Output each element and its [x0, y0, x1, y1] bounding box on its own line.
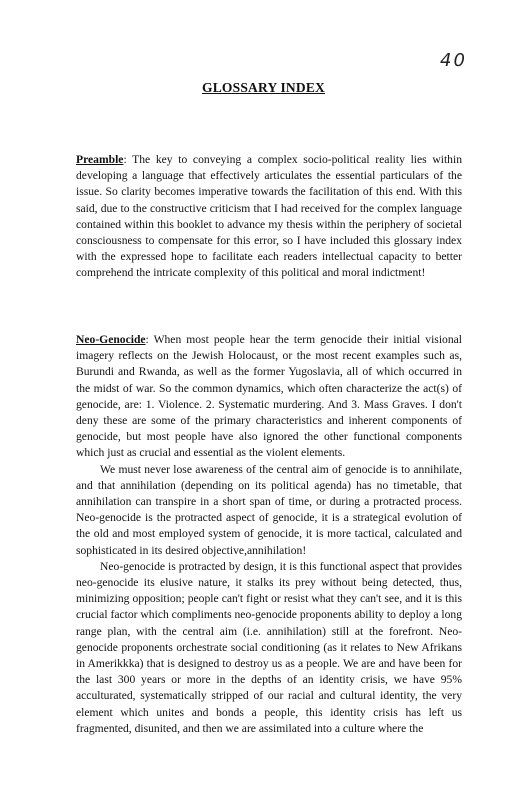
page-number: 40 — [440, 50, 467, 71]
page-title: GLOSSARY INDEX — [202, 80, 325, 95]
preamble-paragraph — [76, 152, 462, 282]
neo-genocide-text: : When most people hear the term genocide their initial visional imagery reflects on the Jewish Holocaust, or the most recent examples such as, Burundi and Rwanda, as well as the former Yugoslavia, all of which occurred in the midst of war. So the common dynamics, which often characterize the act(s) of genocide, are: 1. Violence. 2. Systematic murdering. And 3. Mass Graves. I don't deny these are some of the primary characteristics and inherent components of genocide, but most people have also ignored the other functional components which just as crucial and essential as the violent elements. — [76, 333, 462, 460]
neo-genocide-paragraph-2: We must never lose awareness of the central aim of genocide is to annihilate, and that annihilation (depending on its political agenda) has no timetable, that annihilation can transpire in a short span of time, or during a protracted process. Neo-genocide is the protracted aspect of genocide, it is a strategical evolution of the old and most employed system of genocide, it is more tactical, calculated and sophisticated in its desired objective,annihilation! — [76, 462, 462, 557]
neo-genocide-term: Neo-Genocide — [76, 333, 146, 346]
preamble-text: : The key to conveying a complex socio-political reality lies within developing a language that effectively articulates the essential particulars of the issue. So clarity becomes imperative towards the facilitation of this end. With this said, due to the constructive criticism that I had received for the complex language contained within this booklet to advance my thesis within the periphery of societal consciousness to compensate for this error, so I have included this glossary index with the expressed hope to facilitate each readers intellectual capacity to better comprehend the intricate complexity of this political and moral indictment! — [76, 153, 462, 280]
preamble-term: Preamble — [76, 153, 124, 166]
neo-genocide-paragraph-3: Neo-genocide is protracted by design, it is this functional aspect that provides neo-genocide its elusive nature, it stalks its prey without being detected, thus, minimizing opposition; people can't fight or resist what they can't see, and it is this crucial factor which compliments neo-genocide proponents ability to deploy a long range plan, with the central aim (i.e. annihilation) still at the forefront. Neo-genocide proponents orchestrate social conditioning (as it relates to New Afrikans in Amerikkka) that is designed to destroy us as a people. We are and have been for the last 300 years or more in the depths of an identity crisis, we have 95% acculturated, systematically stripped of our racial and cultural identity, the very element which unites and bonds a people, this identity crisis has left us fragmented, disunited, and then we are assimilated into a culture where the — [76, 559, 462, 735]
neo-genocide-section — [76, 332, 462, 737]
